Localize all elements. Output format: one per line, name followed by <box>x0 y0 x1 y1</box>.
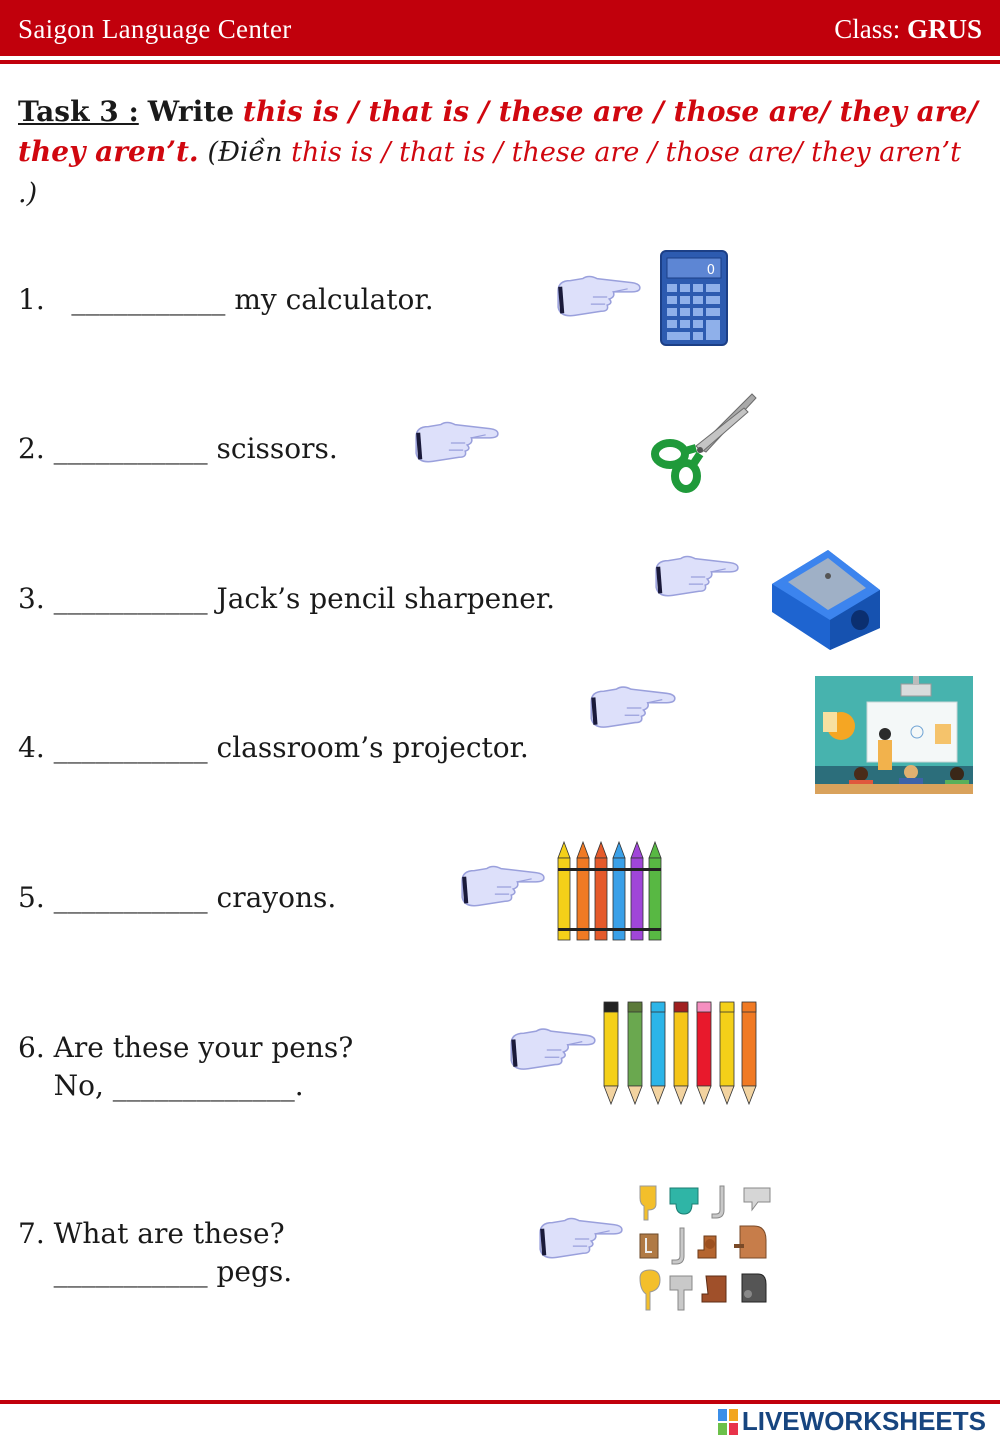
pencils-icon <box>600 1000 760 1108</box>
liveworksheets-logo <box>718 1406 986 1437</box>
pointing-hand-icon <box>650 552 742 604</box>
question-2: 2. ___________ scissors. <box>18 432 338 465</box>
header-divider <box>0 60 1000 64</box>
scissors-icon <box>648 390 758 496</box>
question-4: 4. ___________ classroom’s projector. <box>18 731 529 764</box>
calculator-icon <box>660 250 730 346</box>
pointing-hand-icon <box>505 1024 599 1078</box>
classroom-projector-image <box>815 676 973 794</box>
task-write: Write <box>147 95 235 128</box>
note-close: .) <box>18 178 38 209</box>
question-6 <box>18 1029 353 1105</box>
question-5: 5. ___________ crayons. <box>18 881 337 914</box>
question-3: 3. ___________ Jack’s pencil sharpener. <box>18 582 556 615</box>
pointing-hand-icon <box>410 418 502 470</box>
class-value: GRUS <box>906 14 982 44</box>
class-label: Class: <box>834 14 901 44</box>
question-7-line1: 7. What are these? <box>18 1217 285 1250</box>
svg-text:0: 0 <box>706 263 715 278</box>
pointing-hand-icon <box>534 1214 626 1266</box>
task-instruction <box>18 92 988 214</box>
pencil-sharpener-icon <box>768 546 884 652</box>
note-phrases: this is / that is / these are / those are/ they aren’t <box>291 137 961 168</box>
question-1: 1. ___________ my calculator. <box>18 283 434 316</box>
question-6-line1: 6. Are these your pens? <box>18 1031 354 1064</box>
logo-blocks-icon <box>718 1409 738 1435</box>
center-name: Saigon Language Center <box>18 14 292 44</box>
task-label: Task 3 : <box>18 95 139 128</box>
pointing-hand-icon <box>552 272 644 324</box>
crayons-icon <box>556 838 664 942</box>
pointing-hand-icon <box>456 862 548 914</box>
logo-text: LIVEWORKSHEETS <box>741 1406 986 1436</box>
question-6-line2: No, _____________. <box>18 1069 304 1102</box>
task-phrases: this is / that is / these are / those are/ they are/ they aren’t. <box>18 95 978 168</box>
question-7 <box>18 1215 292 1291</box>
pegs-icon <box>636 1184 774 1316</box>
pointing-hand-icon <box>585 682 679 736</box>
header-bar <box>0 0 1000 56</box>
question-7-line2: ___________ pegs. <box>18 1255 293 1288</box>
class-info <box>834 14 982 45</box>
note-open: (Điền <box>207 137 283 168</box>
footer-divider <box>0 1400 1000 1404</box>
